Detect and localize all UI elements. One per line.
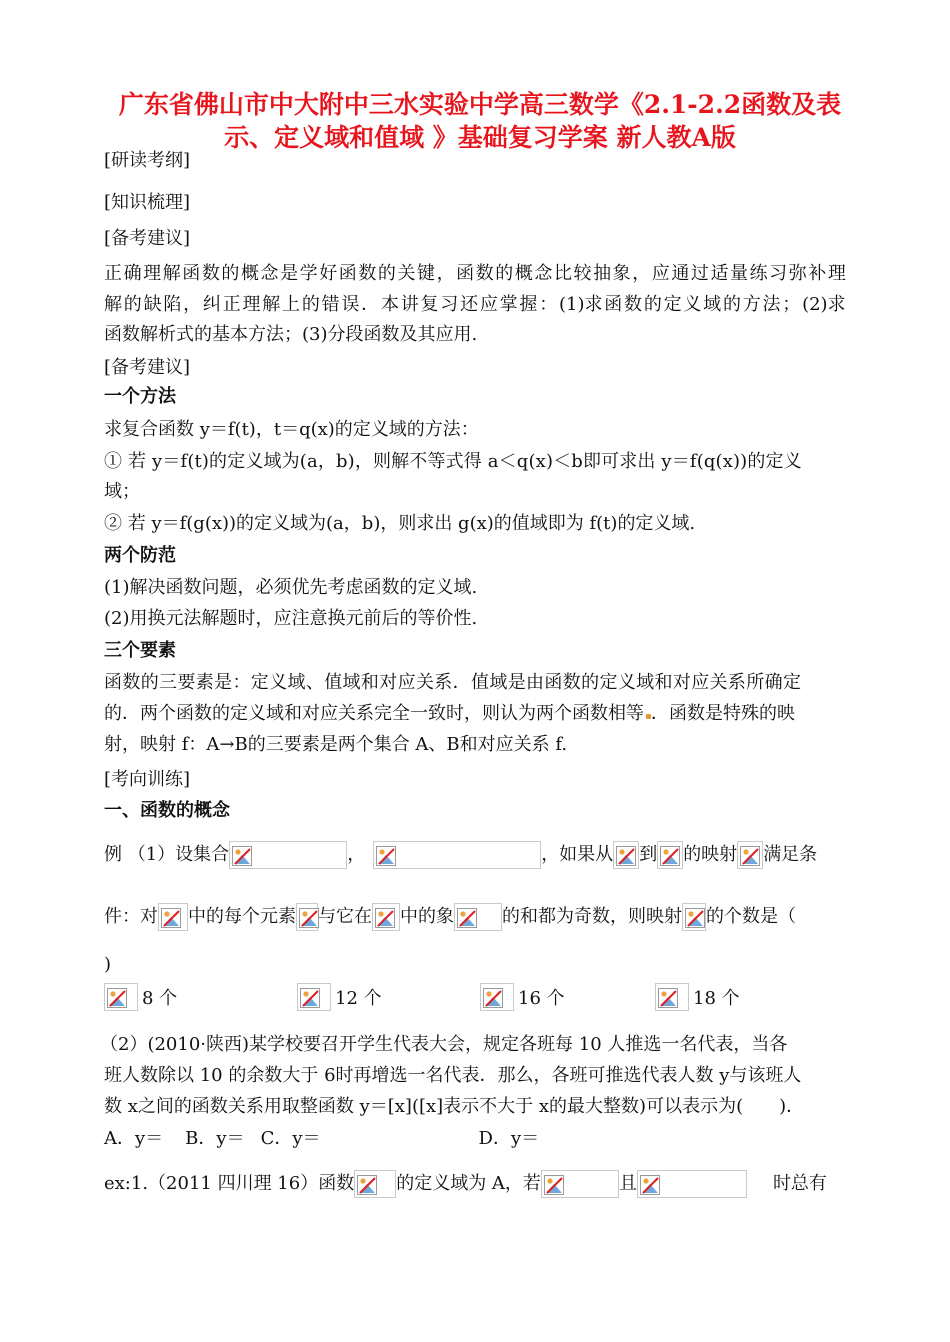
broken-image-icon <box>299 908 319 928</box>
option-b-label-image <box>297 983 331 1011</box>
broken-image-icon <box>640 1175 660 1195</box>
advice-char: 概 <box>514 263 533 284</box>
advice-char: 概 <box>240 263 259 284</box>
broken-image-icon <box>300 988 320 1008</box>
image-placeholder-a-2 <box>158 903 188 931</box>
advice-char: 的 <box>643 294 662 315</box>
advice-char: ． <box>361 294 380 315</box>
advice-char: 上 <box>282 294 301 315</box>
advice-char: 本 <box>380 294 399 315</box>
advice-char: 函 <box>604 294 623 315</box>
example-1-line-1: 例 （1）设集合 ， ，如果从 到 的映射 满足条 <box>104 840 817 870</box>
advice-char: 数 <box>624 294 643 315</box>
example-2-line-1: （2）(2010·陕西)某学校要召开学生代表大会，规定各班每 10 人推选一名代表，当各 <box>100 1034 788 1055</box>
advice-char: 量 <box>730 263 748 284</box>
section-header-beikao: [备考建议] <box>104 228 191 249</box>
advice-char: 的 <box>123 294 142 315</box>
advice-char: 数 <box>201 263 220 284</box>
broken-image-icon <box>107 988 127 1008</box>
example-1-line-2: 件：对 中的每个元素 与它在 中的象 的和都为奇数，则映射 的个数是（ <box>104 902 796 932</box>
section-header-beikao-2: [备考建议] <box>104 357 191 378</box>
advice-char: ， <box>436 263 455 284</box>
advice-char: 函 <box>182 263 201 284</box>
image-placeholder-condition-2 <box>637 1170 747 1198</box>
advice-char: 纠 <box>202 294 221 315</box>
advice-char: 的 <box>377 263 396 284</box>
advice-char: 较 <box>573 263 592 284</box>
advice-char: 习 <box>769 263 788 284</box>
choice-a: A．y＝ <box>104 1128 164 1149</box>
example-2-line-2: 班人数除以 10 的余数大于 6时再增选一名代表．那么，各班可推选代表人数 y与该班人 <box>104 1065 802 1086</box>
method-point-2: ② 若 y＝f(g(x))的定义域为(a，b)，则求出 g(x)的值域即为 f(t)的定义域. <box>104 513 696 534</box>
image-placeholder-function <box>354 1170 396 1198</box>
broken-image-icon <box>685 908 705 928</box>
advice-char: 象 <box>612 263 631 284</box>
advice-char: 过 <box>690 263 709 284</box>
advice-char: 的 <box>495 263 514 284</box>
option-a-label-image <box>104 983 138 1011</box>
advice-char: 方 <box>742 294 761 315</box>
image-placeholder-f <box>737 841 763 869</box>
advice-char: 还 <box>460 294 479 315</box>
choice-d: D．y＝ <box>478 1128 540 1149</box>
advice-char: 数 <box>475 263 494 284</box>
elements-line-2: 的．两个函数的定义域和对应关系完全一致时，则认为两个函数相等 ．函数是特殊的映 <box>104 703 795 724</box>
advice-char: 是 <box>280 263 299 284</box>
advice-char: 域 <box>703 294 722 315</box>
advice-char: 弥 <box>788 263 807 284</box>
image-placeholder-condition-1 <box>541 1170 619 1198</box>
advice-char: 法 <box>762 294 781 315</box>
image-placeholder-b-2 <box>372 903 400 931</box>
advice-char: 的 <box>722 294 741 315</box>
broken-image-icon <box>740 846 760 866</box>
advice-char: 练 <box>749 263 768 284</box>
advice-char: 错 <box>321 294 340 315</box>
advice-char: 复 <box>420 294 439 315</box>
document-title <box>100 88 860 154</box>
advice-char: ， <box>632 263 651 284</box>
advice-char: 握 <box>519 294 538 315</box>
advice-char: 解 <box>262 294 281 315</box>
broken-image-icon <box>660 846 680 866</box>
elements-heading: 三个要素 <box>104 640 176 661</box>
option-d-label-image <box>655 983 689 1011</box>
advice-char: 解 <box>162 263 181 284</box>
image-placeholder-set-b <box>373 841 541 869</box>
advice-char: (2)求 <box>802 294 846 315</box>
image-placeholder-a <box>613 841 639 869</box>
section-header-yandu: [研读考纲] <box>104 150 191 171</box>
advice-line-3: 函数解析式的基本方法；(3)分段函数及其应用. <box>104 324 478 345</box>
title-line-2: 示、定义域和值域 》基础复习学案 新人教A版 <box>224 123 736 152</box>
section-header-zhishi: [知识梳理] <box>104 192 191 213</box>
advice-char: 正 <box>104 263 122 284</box>
prevent-point-2: (2)用换元法解题时，应注意换元前后的等价性. <box>104 608 478 629</box>
image-placeholder-f-2 <box>682 903 706 931</box>
option-d: 18 个 <box>655 983 740 1011</box>
advice-char: 讲 <box>400 294 419 315</box>
option-c-label-image <box>480 983 514 1011</box>
advice-char: 理 <box>242 294 261 315</box>
exercise-1-line: ex:1.（2011 四川理 16）函数 的定义域为 A，若 且 时总有 <box>104 1169 827 1199</box>
advice-char: (1)求 <box>558 294 603 315</box>
advice-char: 学 <box>299 263 318 284</box>
method-point-1: ① 若 y＝f(t)的定义域为(a，b)，则解不等式得 a＜q(x)＜b即可求出 y＝f(q(x))的定义 <box>104 451 802 472</box>
choice-c: C．y＝ <box>260 1128 321 1149</box>
prevent-point-1: (1)解决函数问题，必须优先考虑函数的定义域. <box>104 577 478 598</box>
advice-char: 函 <box>456 263 475 284</box>
advice-char: 应 <box>479 294 498 315</box>
broken-image-icon <box>616 846 636 866</box>
advice-char: 的 <box>221 263 240 284</box>
broken-image-icon <box>457 908 477 928</box>
advice-char: 缺 <box>143 294 162 315</box>
advice-char: 适 <box>710 263 729 284</box>
advice-char: 确 <box>123 263 142 284</box>
method-intro: 求复合函数 y＝f(t)，t＝q(x)的定义域的方法： <box>104 419 479 440</box>
prevent-heading: 两个防范 <box>104 545 176 566</box>
method-point-1-cont: 域； <box>104 481 140 502</box>
example-1-line-3: ) <box>104 954 112 975</box>
advice-char: 比 <box>553 263 572 284</box>
advice-char: 义 <box>683 294 702 315</box>
advice-char: 理 <box>143 263 162 284</box>
option-b: 12 个 <box>297 983 382 1011</box>
advice-char: 函 <box>338 263 357 284</box>
elements-line-3: 射，映射 f：A→B的三要素是两个集合 A、B和对应关系 f. <box>104 734 568 755</box>
advice-char: 正 <box>222 294 241 315</box>
broken-image-icon <box>483 988 503 1008</box>
option-c: 16 个 <box>480 983 565 1011</box>
advice-char: 理 <box>827 263 846 284</box>
advice-char: 数 <box>358 263 377 284</box>
advice-char: 通 <box>671 263 690 284</box>
advice-char: 陷 <box>163 294 182 315</box>
section-header-kaoxiang: [考向训练] <box>104 769 191 790</box>
advice-char: 的 <box>301 294 320 315</box>
advice-line-2 <box>104 294 846 316</box>
advice-char: ； <box>782 294 801 315</box>
advice-char: 补 <box>808 263 827 284</box>
advice-char: 习 <box>440 294 459 315</box>
broken-image-icon <box>376 846 396 866</box>
advice-char: 键 <box>417 263 435 284</box>
example-2-line-3: 数 x之间的函数关系用取整函数 y＝[x]([x]表示不大于 x的最大整数)可以表示为( )． <box>104 1096 805 1117</box>
advice-char: 念 <box>534 263 553 284</box>
option-a: 8 个 <box>104 983 177 1011</box>
broken-image-icon <box>232 846 252 866</box>
image-placeholder-set-a <box>229 841 347 869</box>
advice-char: 好 <box>319 263 338 284</box>
advice-line-1 <box>104 263 846 285</box>
advice-char: 掌 <box>499 294 518 315</box>
advice-char: 关 <box>397 263 416 284</box>
title-line-1: 广东省佛山市中大附中三水实验中学高三数学《2.1-2.2函数及表 <box>118 90 842 119</box>
advice-char: ， <box>183 294 202 315</box>
broken-image-icon <box>161 908 181 928</box>
broken-image-icon <box>658 988 678 1008</box>
advice-char: 应 <box>651 263 670 284</box>
broken-image-icon <box>357 1175 377 1195</box>
choice-b: B．y＝ <box>185 1128 245 1149</box>
method-heading: 一个方法 <box>104 386 176 407</box>
advice-char: 解 <box>104 294 122 315</box>
elements-line-1: 函数的三要素是：定义域、值域和对应关系．值域是由函数的定义域和对应关系所确定 <box>104 672 802 693</box>
advice-char: 定 <box>663 294 682 315</box>
image-placeholder-fx <box>454 903 502 931</box>
concept-heading: 一、函数的概念 <box>104 800 230 821</box>
advice-char: 抽 <box>593 263 612 284</box>
image-placeholder-x <box>296 903 318 931</box>
example-2-choices <box>104 1128 539 1150</box>
broken-image-icon <box>544 1175 564 1195</box>
advice-char: 念 <box>260 263 279 284</box>
advice-char: ： <box>539 294 558 315</box>
advice-char: 误 <box>341 294 360 315</box>
broken-image-icon <box>375 908 395 928</box>
image-placeholder-b <box>657 841 683 869</box>
